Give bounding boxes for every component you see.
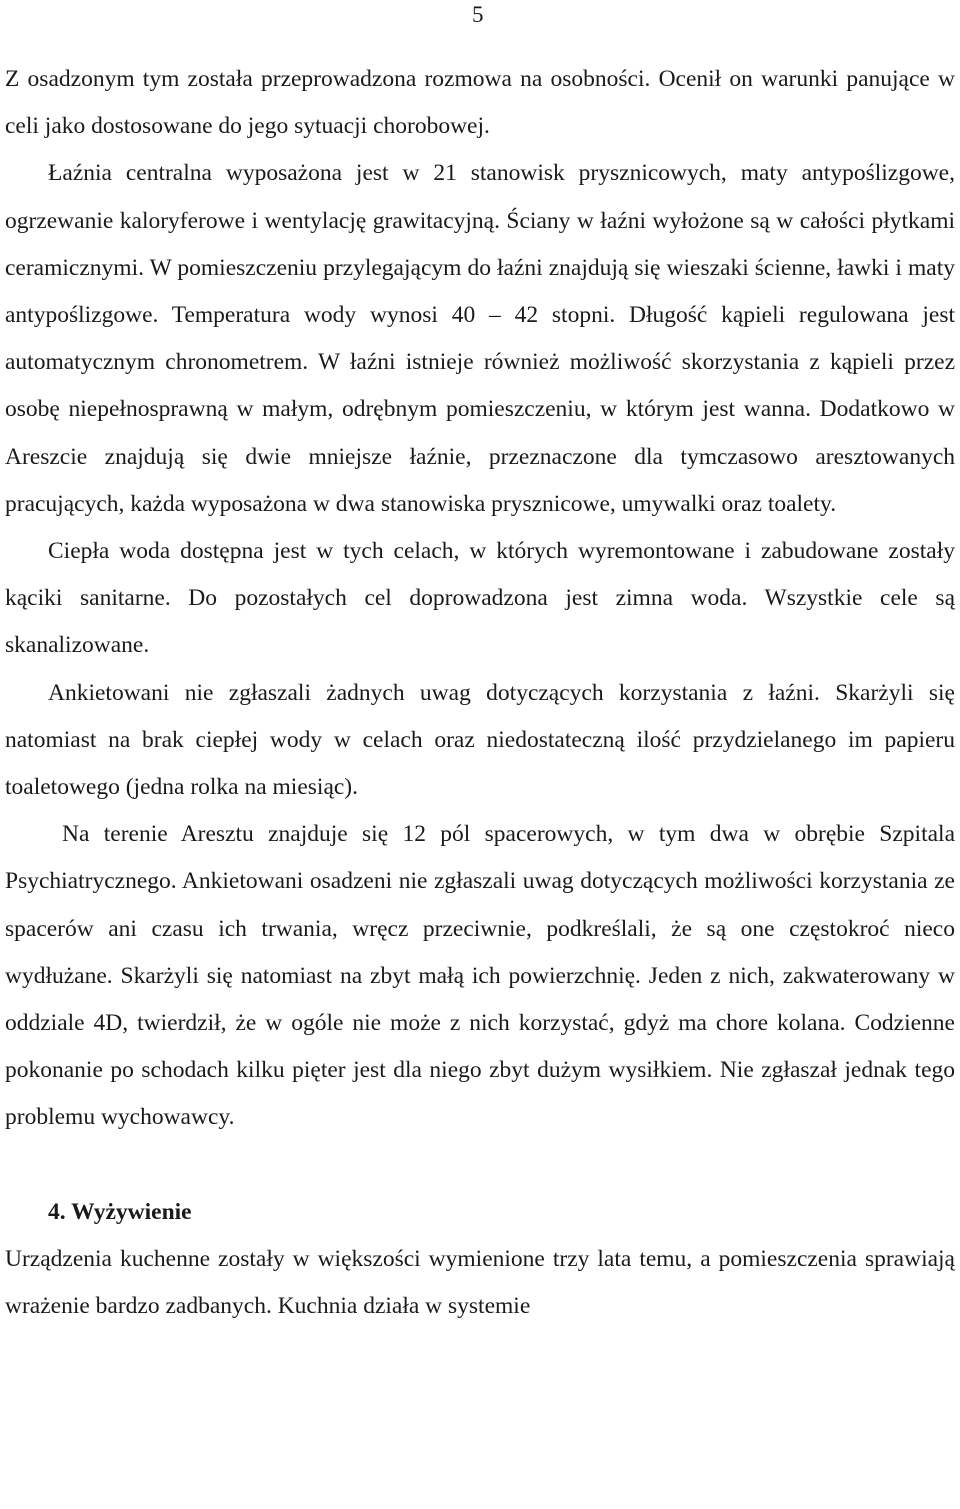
paragraph-bathhouse: Łaźnia centralna wyposażona jest w 21 stanowisk prysznicowych, maty antypoślizgowe, ogrzewanie kaloryferowe i wentylację grawitacyjną. Ściany w łaźni wyłożone są w całości płytkami ceramicznymi. W pomieszczeniu przylegającym do łaźni znajdują się wieszaki ścienne, ławki i maty antypoślizgowe. Temperatura wody wynosi 40 – 42 stopni. Długość kąpieli regulowana jest automatycznym chronometrem. W łaźni istnieje również możliwość skorzystania z kąpieli przez osobę niepełnosprawną w małym, odrębnym pomieszczeniu, w którym jest wanna. Dodatkowo w Areszcie znajdują się dwie mniejsze łaźnie, przeznaczone dla tymczasowo aresztowanych pracujących, każda wyposażona w dwa stanowiska prysznicowe, umywalki oraz toalety. xyxy=(5,160,955,517)
paragraph-hot-water: Ciepła woda dostępna jest w tych celach, w których wyremontowane i zabudowane zostały kąciki sanitarne. Do pozostałych cel doprowadzona jest zimna woda. Wszystkie cele są skanalizowane. xyxy=(5,538,955,659)
paragraph-complaints: Ankietowani nie zgłaszali żadnych uwag dotyczących korzystania z łaźni. Skarżyli się natomiast na brak ciepłej wody w celach oraz niedostateczną ilość przydzielanego im papieru toaletowego (jedna rolka na miesiąc). xyxy=(5,679,955,801)
paragraph-kitchen: Urządzenia kuchenne zostały w większości wymienione trzy lata temu, a pomieszczenia sprawiają wrażenie bardzo zadbanych. Kuchnia działa w systemie xyxy=(5,1245,955,1320)
page-number: 5 xyxy=(472,2,484,27)
paragraph-interview: Z osadzonym tym została przeprowadzona rozmowa na osobności. Ocenił on warunki panujące w celi jako dostosowane do jego sytuacji chorobowej. xyxy=(5,66,955,140)
section-number: 4. xyxy=(48,1198,66,1225)
section-spacer xyxy=(5,1142,955,1189)
section-heading xyxy=(5,1189,955,1236)
paragraph-walking-yards: Na terenie Aresztu znajduje się 12 pól spacerowych, w tym dwa w obrębie Szpitala Psychiatrycznego. Ankietowani osadzeni nie zgłaszali uwag dotyczących możliwości korzystania ze spacerów ani czasu ich trwania, wręcz przeciwnie, podkreślali, że są one częstokroć nieco wydłużane. Skarżyli się natomiast na zbyt małą ich powierzchnię. Jeden z nich, zakwaterowany w oddziale 4D, twierdził, że w ogóle nie może z nich korzystać, gdyż ma chore kolana. Codzienne pokonanie po schodach kilku pięter jest dla niego zbyt dużym wysiłkiem. Nie zgłaszał jednak tego problemu wychowawcy. xyxy=(5,821,955,1131)
section-title: Wyżywienie xyxy=(71,1198,192,1225)
document-body xyxy=(5,56,955,1330)
